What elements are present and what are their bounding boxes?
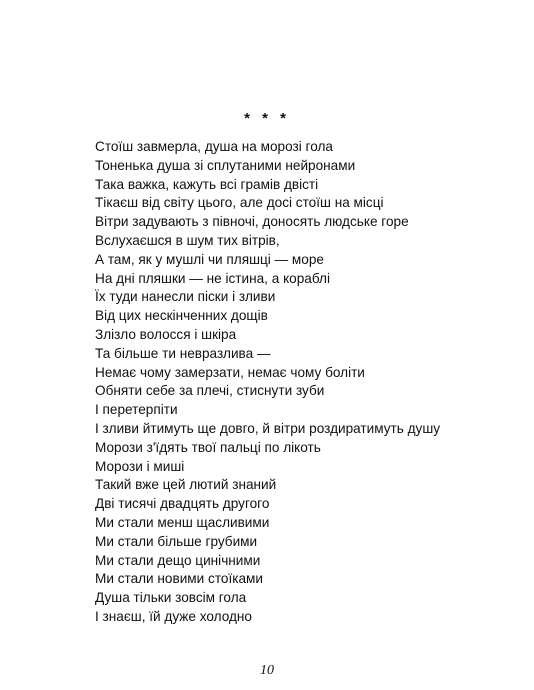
poem-line: Немає чому замерзати, немає чому боліти bbox=[95, 364, 365, 380]
poem-line: Ми стали більше грубими bbox=[95, 533, 258, 549]
poem-line: Їх туди нанесли піски і зливи bbox=[95, 289, 276, 305]
poem-line: А там, як у мушлі чи пляшці — море bbox=[95, 251, 324, 267]
poem-line: Від цих нескінченних дощів bbox=[95, 308, 268, 324]
poem-line: Стоїш завмерла, душа на морозі гола bbox=[95, 139, 333, 154]
poem-line: Така важка, кажуть всі грамів двісті bbox=[95, 176, 319, 192]
poem-line: Тікаєш від світу цього, але досі стоїш на місці bbox=[95, 195, 384, 211]
poem-line: Ми стали дещо цинічними bbox=[95, 552, 261, 568]
poem-body bbox=[95, 138, 440, 627]
poem-line: Ми стали менш щасливими bbox=[95, 514, 270, 530]
page-number: 10 bbox=[260, 663, 274, 678]
poem-line: Ми стали новими стоїками bbox=[95, 571, 263, 587]
poem-line: Злізло волосся і шкіра bbox=[95, 326, 237, 342]
poem-line: Вслухаєшся в шум тих вітрів, bbox=[95, 232, 280, 248]
poem-line: Морози і миші bbox=[95, 458, 185, 474]
poem-line: Дві тисячі двадцять другого bbox=[95, 496, 270, 512]
poem-line: Морози з'їдять твої пальці по лікоть bbox=[95, 439, 321, 455]
poem-line: Обняти себе за плечі, стиснути зуби bbox=[95, 383, 325, 399]
poem-line: І зливи йтимуть ще довго, й вітри роздиратимуть душу bbox=[95, 420, 441, 436]
poem-line: І перетерпіти bbox=[95, 402, 178, 418]
section-separator: * * * bbox=[244, 110, 290, 127]
poem-line: Душа тільки зовсім гола bbox=[95, 590, 247, 606]
poem-line: Вітри задувають з півночі, доносять людське горе bbox=[95, 214, 409, 230]
poem-line: На дні пляшки — не істина, а кораблі bbox=[95, 270, 330, 286]
poem-line: І знаєш, їй дуже холодно bbox=[95, 608, 252, 624]
poem-line: Такий вже цей лютий знаний bbox=[95, 477, 277, 493]
poem-line: Тоненька душа зі сплутаними нейронами bbox=[95, 157, 356, 173]
poem-line: Та більше ти невразлива — bbox=[95, 345, 271, 361]
